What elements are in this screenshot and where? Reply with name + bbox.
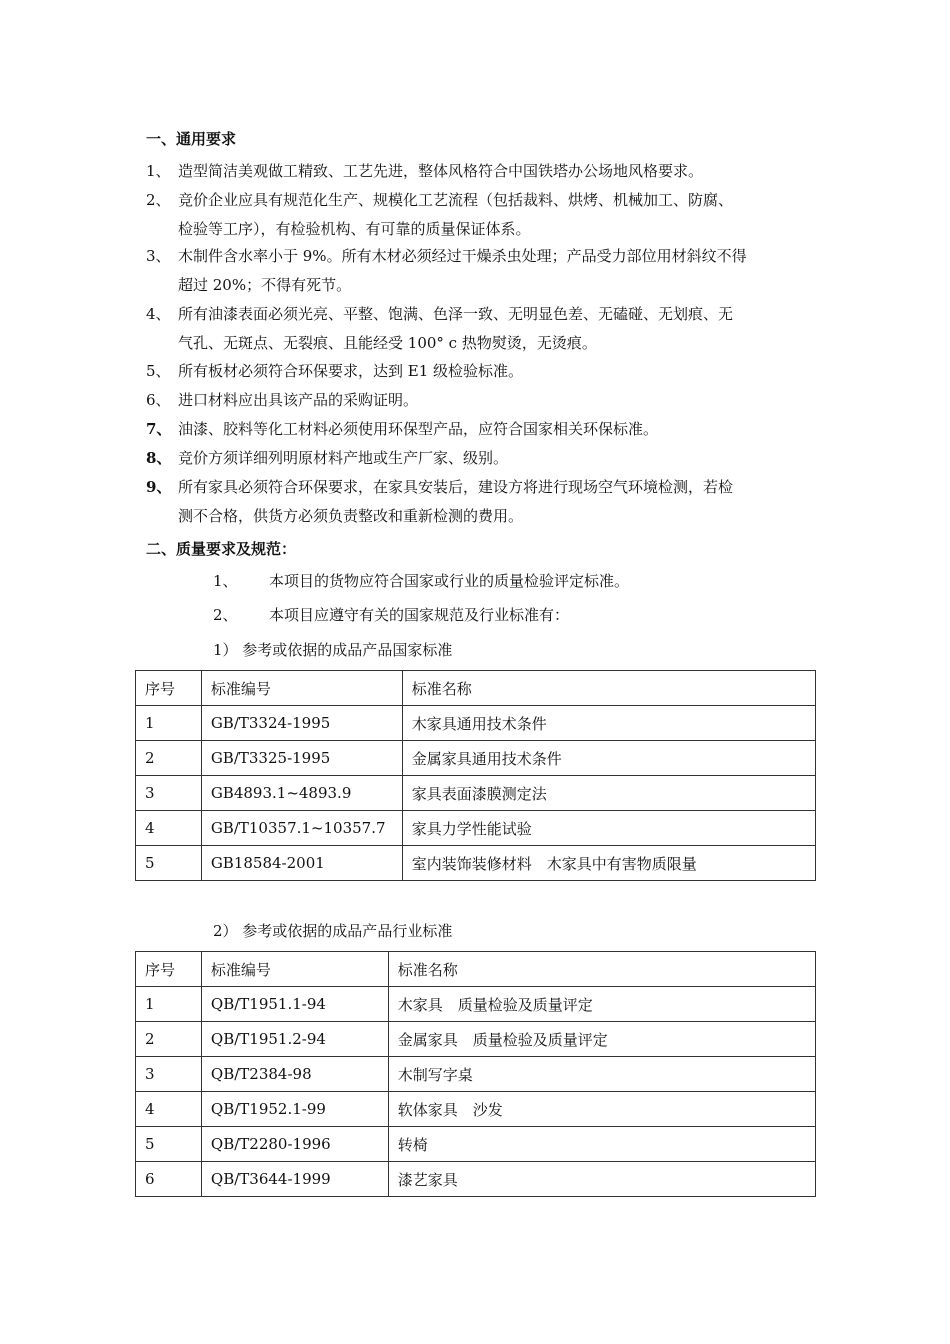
cell-code: QB/T2280-1996 bbox=[201, 1127, 388, 1162]
cell-name: 软体家具 沙发 bbox=[388, 1092, 815, 1127]
cell-index: 6 bbox=[136, 1162, 202, 1197]
header-cell: 序号 bbox=[136, 952, 202, 987]
cell-code: GB18584-2001 bbox=[201, 846, 402, 881]
cell-code: GB/T3325-1995 bbox=[201, 741, 402, 776]
cell-code: QB/T1952.1-99 bbox=[201, 1092, 388, 1127]
cell-index: 4 bbox=[136, 811, 202, 846]
item-number: 9、 bbox=[146, 478, 172, 496]
item-text-line: 所有家具必须符合环保要求，在家具安装后，建设方将进行现场空气环境检测，若检 bbox=[178, 478, 734, 496]
cell-index: 4 bbox=[136, 1092, 202, 1127]
paragraph-text: 本项目的货物应符合国家或行业的质量检验评定标准。 bbox=[269, 572, 630, 590]
cell-name: 转椅 bbox=[388, 1127, 815, 1162]
paragraph-number: 1、 bbox=[213, 572, 238, 590]
item-text-line: 所有油漆表面必须光亮、平整、饱满、色泽一致、无明显色差、无磕碰、无划痕、无 bbox=[178, 305, 734, 323]
paragraph-text: 本项目应遵守有关的国家规范及行业标准有： bbox=[269, 606, 570, 624]
item-text-line: 超过 20%；不得有死节。 bbox=[178, 276, 352, 294]
cell-name: 室内装饰装修材料 木家具中有害物质限量 bbox=[402, 846, 815, 881]
cell-name: 木家具通用技术条件 bbox=[402, 706, 815, 741]
item-number: 8、 bbox=[146, 449, 172, 467]
header-cell: 标准编号 bbox=[201, 671, 402, 706]
table-row bbox=[136, 811, 816, 846]
national-standards-table bbox=[135, 670, 816, 881]
table-row bbox=[136, 741, 816, 776]
cell-name: 家具表面漆膜测定法 bbox=[402, 776, 815, 811]
cell-name: 漆艺家具 bbox=[388, 1162, 815, 1197]
item-number: 1、 bbox=[146, 162, 171, 180]
item-number: 6、 bbox=[146, 391, 171, 409]
item-number: 7、 bbox=[146, 420, 172, 438]
header-cell: 标准名称 bbox=[388, 952, 815, 987]
cell-index: 3 bbox=[136, 776, 202, 811]
cell-code: QB/T3644-1999 bbox=[201, 1162, 388, 1197]
header-cell: 序号 bbox=[136, 671, 202, 706]
item-text-line: 竞价企业应具有规范化生产、规模化工艺流程（包括裁料、烘烤、机械加工、防腐、 bbox=[178, 191, 734, 209]
table-row bbox=[136, 987, 816, 1022]
item-text-line: 木制件含水率小于 9%。所有木材必须经过干燥杀虫处理；产品受力部位用材斜纹不得 bbox=[178, 247, 747, 265]
cell-name: 木家具 质量检验及质量评定 bbox=[388, 987, 815, 1022]
cell-index: 5 bbox=[136, 846, 202, 881]
cell-index: 1 bbox=[136, 706, 202, 741]
cell-name: 木制写字桌 bbox=[388, 1057, 815, 1092]
item-text-line: 测不合格，供货方必须负责整改和重新检测的费用。 bbox=[178, 507, 524, 525]
cell-code: GB/T10357.1~10357.7 bbox=[201, 811, 402, 846]
item-text: 所有板材必须符合环保要求，达到 E1 级检验标准。 bbox=[178, 362, 524, 380]
table-header-row bbox=[136, 671, 816, 706]
paragraph-number: 2、 bbox=[213, 606, 238, 624]
header-cell: 标准名称 bbox=[402, 671, 815, 706]
item-number: 5、 bbox=[146, 362, 171, 380]
cell-code: QB/T2384-98 bbox=[201, 1057, 388, 1092]
item-text: 油漆、胶料等化工材料必须使用环保型产品，应符合国家相关环保标准。 bbox=[178, 420, 659, 438]
cell-index: 5 bbox=[136, 1127, 202, 1162]
item-number: 3、 bbox=[146, 247, 171, 265]
item-number: 4、 bbox=[146, 305, 171, 323]
item-text-line: 检验等工序），有检验机构、有可靠的质量保证体系。 bbox=[178, 220, 531, 238]
table-row bbox=[136, 1162, 816, 1197]
table-caption-national: 1） 参考或依据的成品产品国家标准 bbox=[213, 641, 453, 659]
cell-name: 家具力学性能试验 bbox=[402, 811, 815, 846]
item-text: 造型简洁美观做工精致、工艺先进，整体风格符合中国铁塔办公场地风格要求。 bbox=[178, 162, 704, 180]
table-row bbox=[136, 1092, 816, 1127]
item-text: 竞价方须详细列明原材料产地或生产厂家、级别。 bbox=[178, 449, 509, 467]
header-cell: 标准编号 bbox=[201, 952, 388, 987]
cell-index: 2 bbox=[136, 1022, 202, 1057]
cell-index: 1 bbox=[136, 987, 202, 1022]
table-row bbox=[136, 1022, 816, 1057]
table-caption-industry: 2） 参考或依据的成品产品行业标准 bbox=[213, 922, 453, 940]
table-header-row bbox=[136, 952, 816, 987]
item-text: 进口材料应出具该产品的采购证明。 bbox=[178, 391, 419, 409]
cell-name: 金属家具通用技术条件 bbox=[402, 741, 815, 776]
cell-code: GB/T3324-1995 bbox=[201, 706, 402, 741]
section-heading-quality: 二、质量要求及规范： bbox=[146, 540, 297, 558]
item-text-line: 气孔、无斑点、无裂痕、且能经受 100° c 热物熨烫，无烫痕。 bbox=[178, 334, 597, 352]
table-row bbox=[136, 706, 816, 741]
table-row bbox=[136, 1127, 816, 1162]
cell-code: QB/T1951.2-94 bbox=[201, 1022, 388, 1057]
table-row bbox=[136, 776, 816, 811]
section-heading-general: 一、通用要求 bbox=[146, 130, 237, 148]
cell-index: 2 bbox=[136, 741, 202, 776]
table-row bbox=[136, 1057, 816, 1092]
table-row bbox=[136, 846, 816, 881]
cell-code: GB4893.1~4893.9 bbox=[201, 776, 402, 811]
industry-standards-table bbox=[135, 951, 816, 1197]
cell-name: 金属家具 质量检验及质量评定 bbox=[388, 1022, 815, 1057]
cell-index: 3 bbox=[136, 1057, 202, 1092]
item-number: 2、 bbox=[146, 191, 171, 209]
cell-code: QB/T1951.1-94 bbox=[201, 987, 388, 1022]
